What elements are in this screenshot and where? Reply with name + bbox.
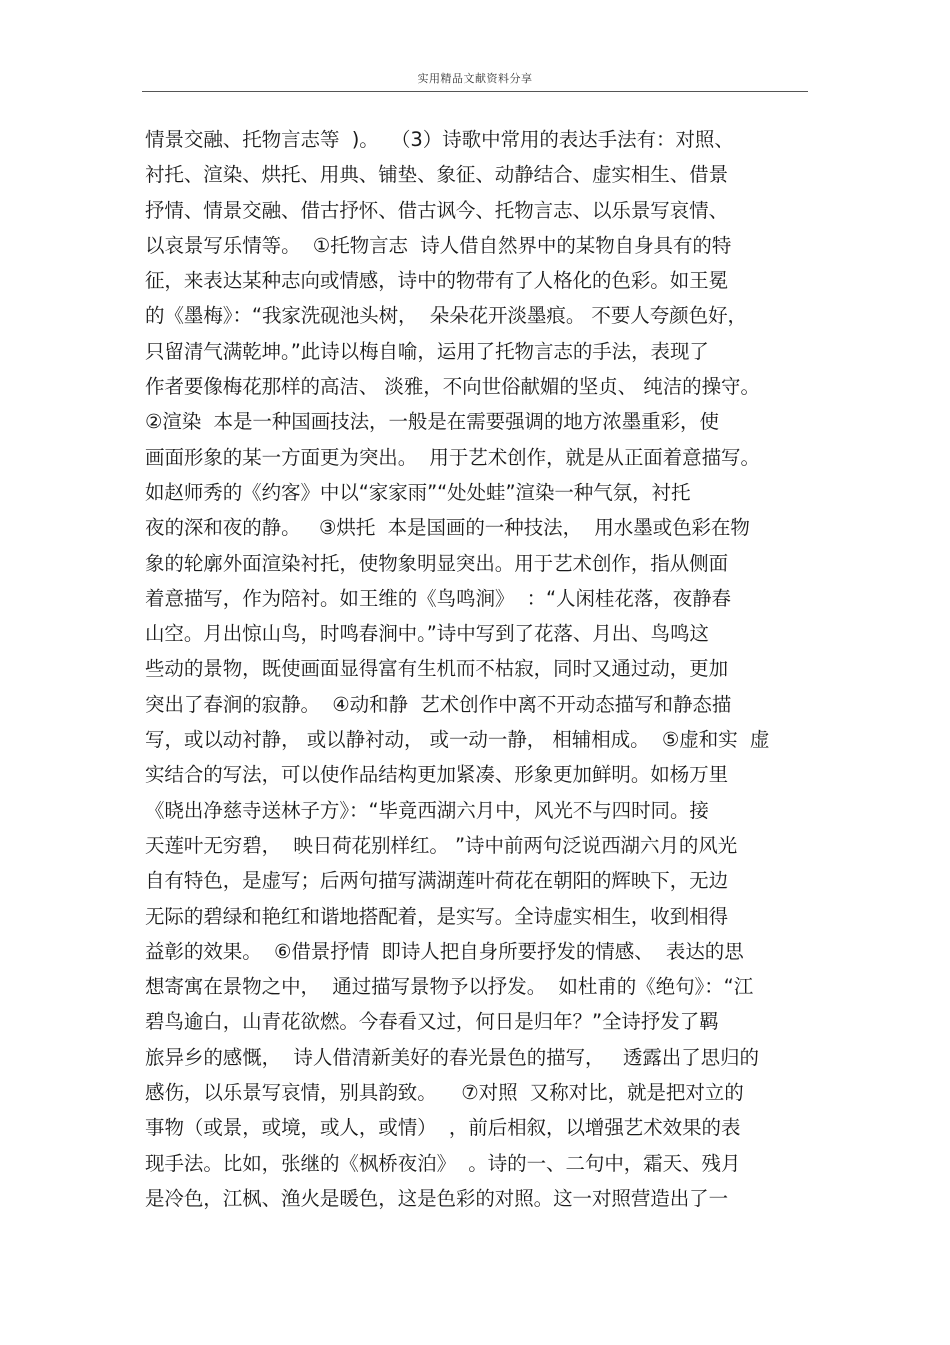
text-line: 些动的景物，既使画面显得富有生机而不枯寂，同时又通过动，更加 [145,657,729,681]
text-line: ②渲染 本是一种国画技法，一般是在需要强调的地方浓墨重彩，使 [145,410,719,434]
text-line: 想寄寓在景物之中， 通过描写景物予以抒发。 如杜甫的《绝句》：“江 [145,975,754,999]
text-line: 感伤，以乐景写哀情，别具韵致。 ⑦对照 又称对比，就是把对立的 [145,1081,744,1105]
text-line: 事物（或景，或境，或人，或情） ，前后相叙，以增强艺术效果的表 [145,1116,741,1140]
header-divider [142,91,808,92]
text-line: 无际的碧绿和艳红和谐地搭配着，是实写。全诗虚实相生，收到相得 [145,904,729,928]
text-line: 征，来表达某种志向或情感，诗中的物带有了人格化的色彩。如王冕 [145,269,729,293]
text-line: 抒情、情景交融、借古抒怀、借古讽今、托物言志、以乐景写哀情、 [145,198,729,222]
text-line: 以哀景写乐情等。 ①托物言志 诗人借自然界中的某物自身具有的特 [145,233,732,257]
text-line: 象的轮廓外面渲染衬托，使物象明显突出。用于艺术创作，指从侧面 [145,551,729,575]
text-line: 是冷色，江枫、渔火是暖色，这是色彩的对照。这一对照营造出了一 [145,1186,729,1210]
text-line: 如赵师秀的《约客》中以“家家雨”“处处蛙”渲染一种气氛，衬托 [145,480,691,504]
body-text [145,122,815,1216]
text-line: 旅异乡的感慨， 诗人借清新美好的春光景色的描写， 透露出了思归的 [145,1045,759,1069]
text-line: 作者要像梅花那样的高洁、 淡雅，不向世俗献媚的坚贞、 纯洁的操守。 [145,375,760,399]
text-line: 突出了春涧的寂静。 ④动和静 艺术创作中离不开动态描写和静态描 [145,692,732,716]
text-line: 山空。月出惊山鸟，时鸣春涧中。”诗中写到了花落、月出、鸟鸣这 [145,622,709,646]
text-line: 只留清气满乾坤。”此诗以梅自喻，运用了托物言志的手法，表现了 [145,339,709,363]
text-line: 益彰的效果。 ⑥借景抒情 即诗人把自身所要抒发的情感、 表达的思 [145,939,744,963]
text-line: 情景交融、托物言志等 )。 （3）诗歌中常用的表达手法有：对照、 [145,128,734,151]
text-line: 自有特色，是虚写；后两句描写满湖莲叶荷花在朝阳的辉映下，无边 [145,869,729,893]
text-line: 现手法。比如，张继的《枫桥夜泊》 。诗的一、二句中，霜天、残月 [145,1151,741,1175]
text-line: 着意描写，作为陪衬。如王维的《鸟鸣涧》 ：“人闲桂花落，夜静春 [145,586,731,610]
text-line: 衬托、渲染、烘托、用典、铺垫、象征、动静结合、虚实相生、借景 [145,163,729,187]
text-line: 画面形象的某一方面更为突出。 用于艺术创作，就是从正面着意描写。 [145,445,760,469]
text-line: 实结合的写法，可以使作品结构更加紧凑、形象更加鲜明。如杨万里 [145,763,729,787]
text-line: 写，或以动衬静， 或以静衬动， 或一动一静， 相辅相成。 ⑤虚和实 虚 [145,728,770,752]
text-line: 碧鸟逾白，山青花欲燃。今春看又过，何日是归年？”全诗抒发了羁 [145,1010,719,1034]
page-header: 实用精品文献资料分享 [417,72,533,85]
text-line: 夜的深和夜的静。 ③烘托 本是国画的一种技法， 用水墨或色彩在物 [145,516,750,540]
text-line: 天莲叶无穷碧， 映日荷花别样红。 ”诗中前两句泛说西湖六月的风光 [145,833,738,857]
text-line: 《晓出净慈寺送林子方》：“毕竟西湖六月中，风光不与四时同。接 [145,798,709,822]
text-line: 的《墨梅》：“我家洗砚池头树， 朵朵花开淡墨痕。 不要人夸颜色好， [145,304,747,328]
